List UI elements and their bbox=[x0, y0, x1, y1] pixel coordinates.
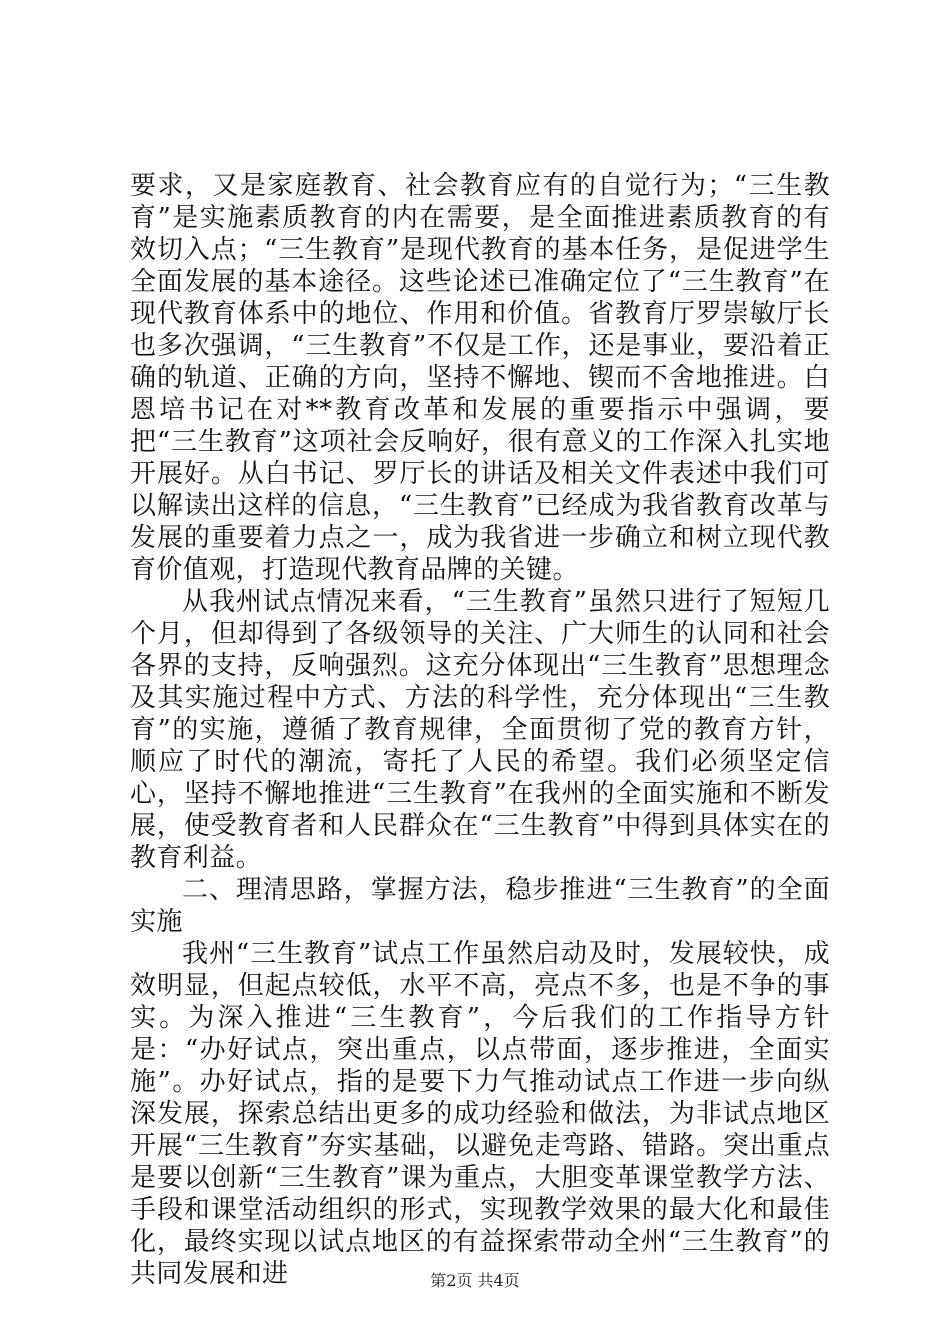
paragraph-pilot-situation: 从我州试点情况来看，“三生教育”虽然只进行了短短几个月，但却得到了各级领导的关注、广大师生的认同和社会各界的支持，反响强烈。这充分体现出“三生教育”思想理念及其实施过程中方式、方法的科学性，充分体现出“三生教育”的实施，遵循了教育规律，全面贯彻了党的教育方针，顺应了时代的潮流，寄托了人民的希望。我们必须坚定信心，坚持不懈地推进“三生教育”在我州的全面实施和不断发展，使受教育者和人民群众在“三生教育”中得到具体实在的教育利益。 bbox=[130, 587, 830, 873]
page-number-footer: 第2页 共4页 bbox=[430, 1271, 520, 1290]
paragraph-guiding-policy: 我州“三生教育”试点工作虽然启动及时，发展较快，成效明显，但起点较低，水平不高，亮点不多，也是不争的事实。为深入推进“三生教育”，今后我们的工作指导方针是：“办好试点，突出重点，以点带面，逐步推进，全面实施”。办好试点，指的是要下力气推动试点工作进一步向纵深发展，探索总结出更多的成功经验和做法，为非试点地区开展“三生教育”夯实基础，以避免走弯路、错路。突出重点是要以创新“三生教育”课为重点，大胆变革课堂教学方法、手段和课堂活动组织的形式，实现教学效果的最大化和最佳化，最终实现以试点地区的有益探索带动全州“三生教育”的共同发展和进 bbox=[130, 939, 830, 1289]
paragraph-continued: 要求，又是家庭教育、社会教育应有的自觉行为；“三生教育”是实施素质教育的内在需要，是全面推进素质教育的有效切入点；“三生教育”是现代教育的基本任务，是促进学生全面发展的基本途径。这些论述已准确定位了“三生教育”在现代教育体系中的地位、作用和价值。省教育厅罗崇敏厅长也多次强调，“三生教育”不仅是工作，还是事业，要沿着正确的轨道、正确的方向，坚持不懈地、锲而不舍地推进。白恩培书记在对**教育改革和发展的重要指示中强调，要把“三生教育”这项社会反响好，很有意义的工作深入扎实地开展好。从白书记、罗厅长的讲话及相关文件表述中我们可以解读出这样的信息，“三生教育”已经成为我省教育改革与发展的重要着力点之一，成为我省进一步确立和树立现代教育价值观，打造现代教育品牌的关键。 bbox=[130, 171, 830, 585]
section-heading-2: 二、理清思路，掌握方法，稳步推进“三生教育”的全面实施 bbox=[130, 875, 830, 937]
document-body bbox=[130, 170, 830, 1290]
